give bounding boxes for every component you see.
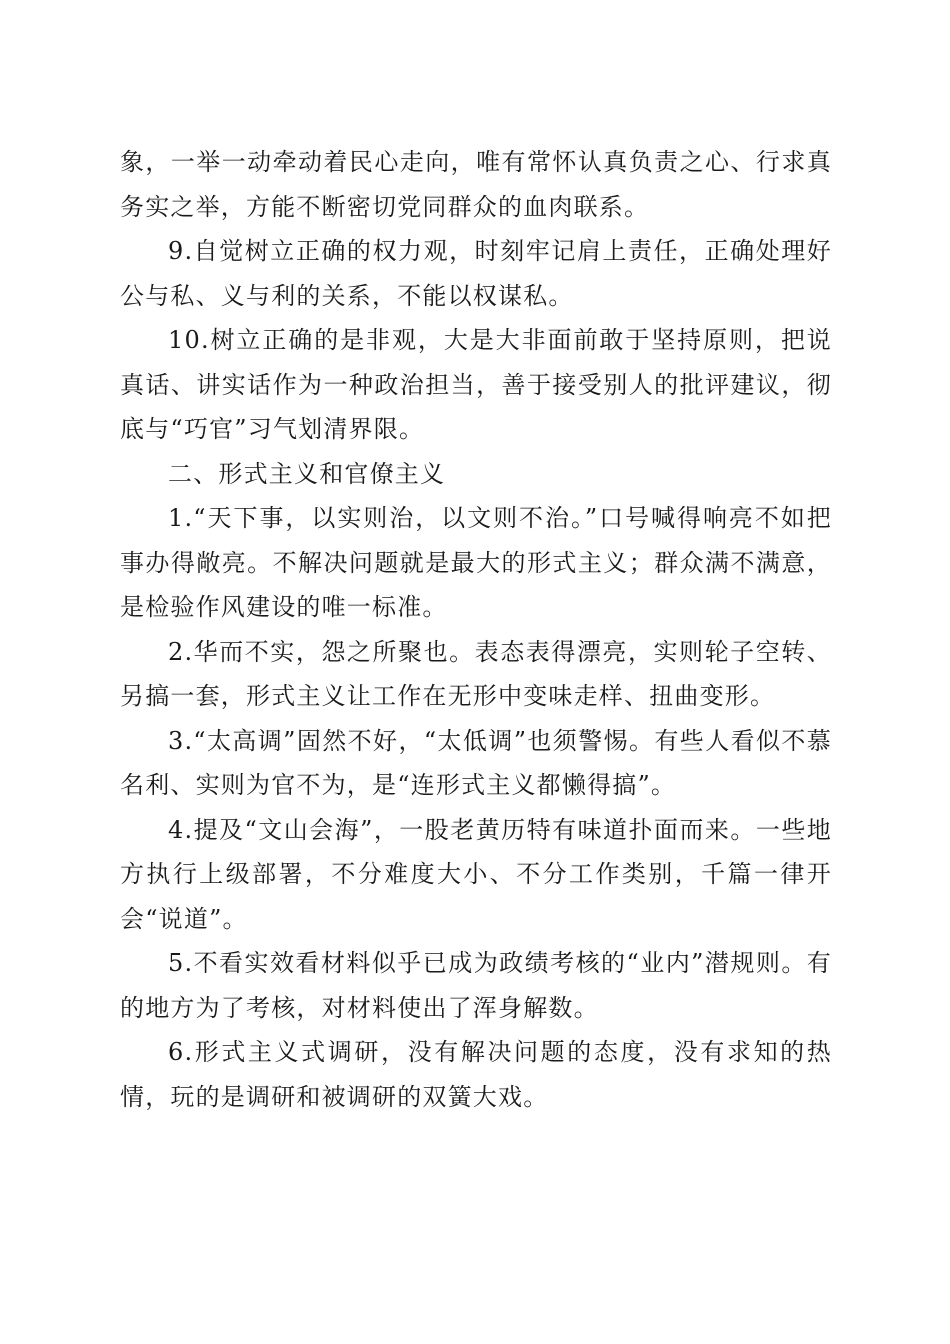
section-heading: 二、形式主义和官僚主义 (168, 459, 446, 488)
document-body (120, 140, 832, 1119)
paragraph-item-10: 10.树立正确的是非观，大是大非面前敢于坚持原则，把说真话、讲实话作为一种政治担当，善于接受别人的批评建议，彻底与“巧官”习气划清界限。 (120, 326, 832, 443)
paragraph-item-5: 5.不看实效看材料似乎已成为政绩考核的“业内”潜规则。有的地方为了考核，对材料使出了浑身解数。 (120, 949, 832, 1022)
paragraph-item-4: 4.提及“文山会海”，一股老黄历特有味道扑面而来。一些地方执行上级部署，不分难度大小、不分工作类别，千篇一律开会“说道”。 (120, 815, 832, 933)
paragraph-item-6: 6.形式主义式调研，没有解决问题的态度，没有求知的热情，玩的是调研和被调研的双簧大戏。 (120, 1038, 832, 1111)
paragraph-item-1: 1.“天下事，以实则治，以文则不治。”口号喊得响亮不如把事办得敞亮。不解决问题就是最大的形式主义；群众满不满意，是检验作风建设的唯一标准。 (120, 504, 832, 621)
paragraph-item-9: 9.自觉树立正确的权力观，时刻牢记肩上责任，正确处理好公与私、义与利的关系，不能以权谋私。 (120, 237, 832, 310)
paragraph-continuation: 象，一举一动牵动着民心走向，唯有常怀认真负责之心、行求真务实之举，方能不断密切党同群众的血肉联系。 (120, 148, 832, 221)
paragraph-item-3: 3.“太高调”固然不好，“太低调”也须警惕。有些人看似不慕名利、实则为官不为，是“连形式主义都懒得搞”。 (120, 726, 832, 799)
paragraph-item-2: 2.华而不实，怨之所聚也。表态表得漂亮，实则轮子空转、另搞一套，形式主义让工作在无形中变味走样、扭曲变形。 (120, 637, 832, 710)
